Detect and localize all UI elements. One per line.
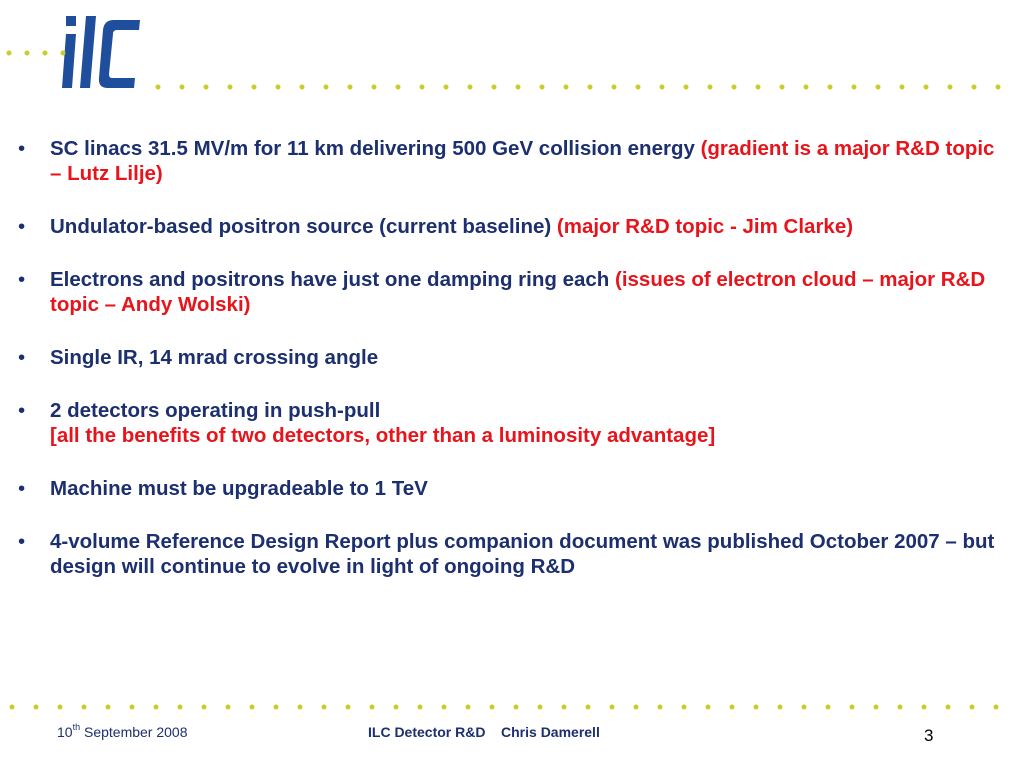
bullet-note: (gradient is a major R&D topic – Lutz Lilje) [50,137,995,185]
bullet-symbol: • [18,137,26,160]
bullet-item-design-report [18,529,1010,579]
footer-date-rest: September 2008 [80,724,188,740]
bullet-text: 2 detectors operating in push-pull [50,399,381,422]
footer-title: ILC Detector R&D Chris Damerell [368,724,600,740]
bullet-symbol: • [18,477,26,500]
bullet-text: Undulator-based positron source (current baseline) [50,215,557,238]
bullet-note: (major R&D topic - Jim Clarke) [556,215,854,238]
ilc-logo [60,14,144,92]
bullet-note: (issues of electron cloud – major R&D topic – Andy Wolski) [50,268,986,316]
bullet-list [18,136,1010,607]
bullet-item-positron-source [18,214,1010,239]
bullet-text: Electrons and positrons have just one damping ring each [50,268,615,291]
decorative-dots-top [146,84,1016,90]
bullet-text: 4-volume Reference Design Report plus companion document was published October 2007 – but design will continue to evolve in light of ongoing R&D [50,530,995,578]
bullet-note: [all the benefits of two detectors, other than a luminosity advantage] [50,424,716,447]
bullet-text: Machine must be upgradeable to 1 TeV [50,477,428,500]
bullet-symbol: • [18,268,26,291]
bullet-item-detectors [18,398,1010,448]
bullet-symbol: • [18,215,26,238]
footer-date-suffix: th [72,722,81,732]
decorative-dots-top-left [0,50,72,56]
bullet-text: Single IR, 14 mrad crossing angle [50,346,379,369]
bullet-symbol: • [18,530,26,553]
footer-date [57,724,188,740]
page-number: 3 [924,726,934,745]
bullet-item-damping-ring [18,267,1010,317]
bullet-item-crossing-angle [18,345,1010,370]
decorative-dots-bottom [0,704,1010,710]
bullet-item-upgrade [18,476,1010,501]
footer-date-day: 10 [57,724,73,740]
bullet-symbol: • [18,399,26,422]
bullet-item-linacs [18,136,1010,186]
bullet-text: SC linacs 31.5 MV/m for 11 km delivering 500 GeV collision energy [50,137,701,160]
bullet-symbol: • [18,346,26,369]
